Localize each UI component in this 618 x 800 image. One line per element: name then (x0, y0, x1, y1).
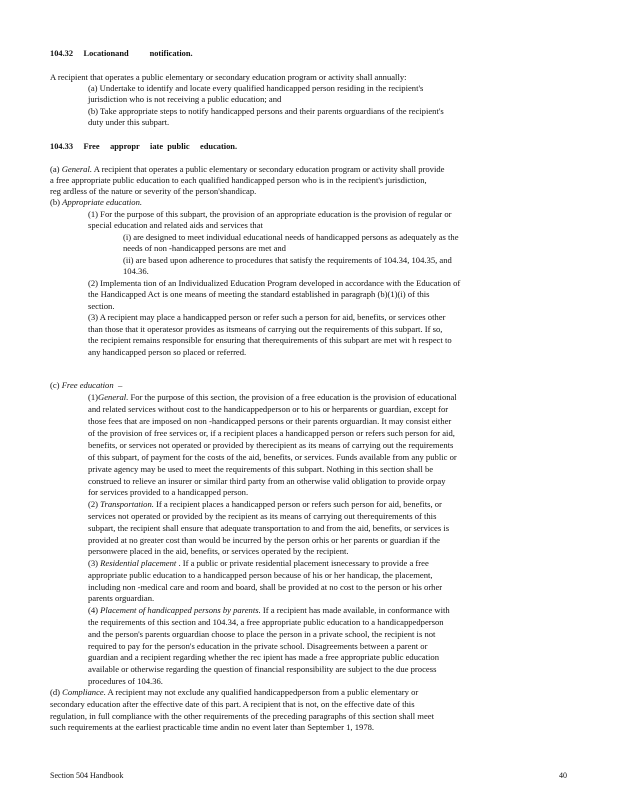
paragraph-line: secondary education after the effective date of this part. A recipient that is not, on the effective date of this (50, 699, 415, 709)
paragraph-line: section. (88, 301, 115, 311)
paragraph-line: including non -medical care and room and board, shall be provided at no cost to the person or his orher (88, 582, 443, 592)
paragraph-line: procedures of 104.36. (88, 676, 163, 686)
paragraph-line: reg ardless of the nature or severity of the person'shandicap. (50, 186, 257, 196)
paragraph-line: (b) Appropriate education. (50, 197, 143, 207)
paragraph-line: benefits, or services not operated or provided by therecipient as its means of carrying out the requirements (88, 440, 454, 450)
paragraph-line: (2) Transportation. If a recipient places a handicapped person or refers such person for aid, benefits, or (88, 499, 442, 509)
paragraph-line: (ii) are based upon adherence to procedures that satisfy the requirements of 104.34, 104.35, and (123, 255, 452, 265)
paragraph-line: (a) General. A recipient that operates a public elementary or secondary education program or activity shall provide (50, 164, 445, 174)
subsection-label: Placement of handicapped persons by parents. (100, 605, 261, 615)
paragraph-line: those fees that are imposed on non -handicapped persons or their parents orguardian. It may consist either (88, 416, 452, 426)
paragraph-text: A recipient may not exclude any qualified handicappedperson from a public elementary or (107, 687, 419, 697)
paragraph-line: (a) Undertake to identify and locate every qualified handicapped person residing in the recipient's (88, 83, 424, 93)
paragraph-line: required to pay for the person's education in the private school. Disagreements between a parent or (88, 641, 428, 651)
paragraph-line: private agency may be used to meet the requirements of this subpart. Nothing in this section shall be (88, 464, 434, 474)
paragraph-text: If a recipient places a handicapped person or refers such person for aid, benefits, or (156, 499, 442, 509)
dash: – (117, 380, 123, 390)
paragraph-line: (b) Take appropriate steps to notify handicapped persons and their parents orguardians of the recipient's (88, 106, 444, 116)
paragraph-line: needs of non -handicapped persons are met and (123, 243, 286, 253)
paragraph-line: construed to relieve an insurer or similar third party from an otherwise valid obligation to provide orpay (88, 476, 446, 486)
paragraph-line: provided at no greater cost than would be incurred by the person orhis or her parents or guardian if the (88, 535, 440, 545)
paragraph-text: If a recipient has made available, in conformance with (262, 605, 450, 615)
footer-title: Section 504 Handbook (50, 771, 124, 780)
subsection-label: General. (98, 392, 129, 402)
paragraph-line: appropriate public education to a handicapped person because of his or her handicap, the placement, (88, 570, 433, 580)
subsection-label: Residential placement (100, 558, 177, 568)
paragraph-line: (2) Implementa tion of an Individualized Education Program developed in accordance with the Education of (88, 278, 461, 288)
subsection-label: Transportation. (100, 499, 154, 509)
paragraph-line: jurisdiction who is not receiving a public education; and (88, 94, 282, 104)
subsection-label: Compliance. (62, 687, 106, 697)
paragraph-line: such requirements at the earliest practicable time andin no event later than September 1, 1978. (50, 722, 375, 732)
paragraph-text: A recipient that operates a public elementary or secondary education program or activity shall provide (93, 164, 445, 174)
subsection-label: General. (61, 164, 92, 174)
paragraph-line: the recipient remains responsible for ensuring that therequirements of this subpart are met wit h respect to (88, 335, 452, 345)
paragraph-line: services not operated or provided by the recipient as its means of carrying out therequirements of this (88, 511, 437, 521)
paragraph-line: (d) Compliance. A recipient may not exclude any qualified handicappedperson from a public elementary or (50, 687, 419, 697)
paragraph-text: For the purpose of this section, the provision of a free education is the provision of educational (130, 392, 457, 402)
paragraph-line: subpart, the recipient shall ensure that adequate transportation to and from the aid, benefits, or services is (88, 523, 450, 533)
paragraph-line: regulation, in full compliance with the other requirements of the preceding paragraphs of this section shall meet (50, 711, 434, 721)
paragraph-line: (1)General. For the purpose of this section, the provision of a free education is the provision of educational (88, 392, 457, 402)
paragraph-line: A recipient that operates a public elementary or secondary education program or activity shall annually: (50, 72, 407, 82)
paragraph-line: 104.36. (123, 266, 149, 276)
paragraph-line: special education and related aids and services that (88, 220, 263, 230)
paragraph-line: of the provision of free services or, if a recipient places a handicapped person or refers such person for aid, (88, 428, 455, 438)
paragraph-line: guardian and a recipient regarding whether the rec ipient has made a free appropriate public education (88, 652, 439, 662)
section-heading-104-33: 104.33 Free appropr iate public education. (50, 142, 238, 151)
paragraph-line: and the person's parents orguardian choose to place the person in a private school, the recipient is not (88, 629, 436, 639)
paragraph-line: and related services without cost to the handicappedperson or to his or herparents or guardian, except for (88, 404, 449, 414)
paragraph-line: a free appropriate public education to each qualified handicapped person who is in the recipient's jurisdiction, (50, 175, 427, 185)
paragraph-line: for services provided to a handicapped person. (88, 487, 249, 497)
paragraph-line: (1) For the purpose of this subpart, the provision of an appropriate education is the provision of regular or (88, 209, 452, 219)
subsection-label: Appropriate education. (62, 197, 143, 207)
page-number: 40 (559, 771, 567, 780)
paragraph-line: (i) are designed to meet individual educational needs of handicapped persons as adequately as the (123, 232, 459, 242)
paragraph-line: (c) Free education – (50, 380, 123, 390)
section-heading-104-32: 104.32 Locationand notification. (50, 49, 193, 58)
paragraph-line: the requirements of this section and 104.34, a free appropriate public education to a handicappedperson (88, 617, 444, 627)
paragraph-line: of this subpart, of payment for the costs of the aid, benefits, or services. Funds available from any public or (88, 452, 457, 462)
paragraph-line: parents orguardian. (88, 593, 155, 603)
paragraph-line: personwere placed in the aid, benefits, or services operated by the recipient. (88, 546, 349, 556)
paragraph-text: . If a public or private residential placement isnecessary to provide a free (178, 558, 429, 568)
paragraph-line: the Handicapped Act is one means of meeting the standard established in paragraph (b)(1)(i) of this (88, 289, 430, 299)
paragraph-line: available or otherwise regarding the question of financial responsibility are subject to the due process (88, 664, 437, 674)
paragraph-line: duty under this subpart. (88, 117, 170, 127)
paragraph-line: than those that it operatesor provides as itsmeans of carrying out the requirements of this subpart. If so, (88, 324, 443, 334)
paragraph-line: (3) A recipient may place a handicapped person or refer such a person for aid, benefits, or services other (88, 312, 446, 322)
paragraph-line: any handicapped person so placed or referred. (88, 347, 247, 357)
subsection-label: Free education (61, 380, 114, 390)
paragraph-line: (4) Placement of handicapped persons by parents. If a recipient has made available, in conformance with (88, 605, 450, 615)
paragraph-line: (3) Residential placement . If a public or private residential placement isnecessary to provide a free (88, 558, 429, 568)
